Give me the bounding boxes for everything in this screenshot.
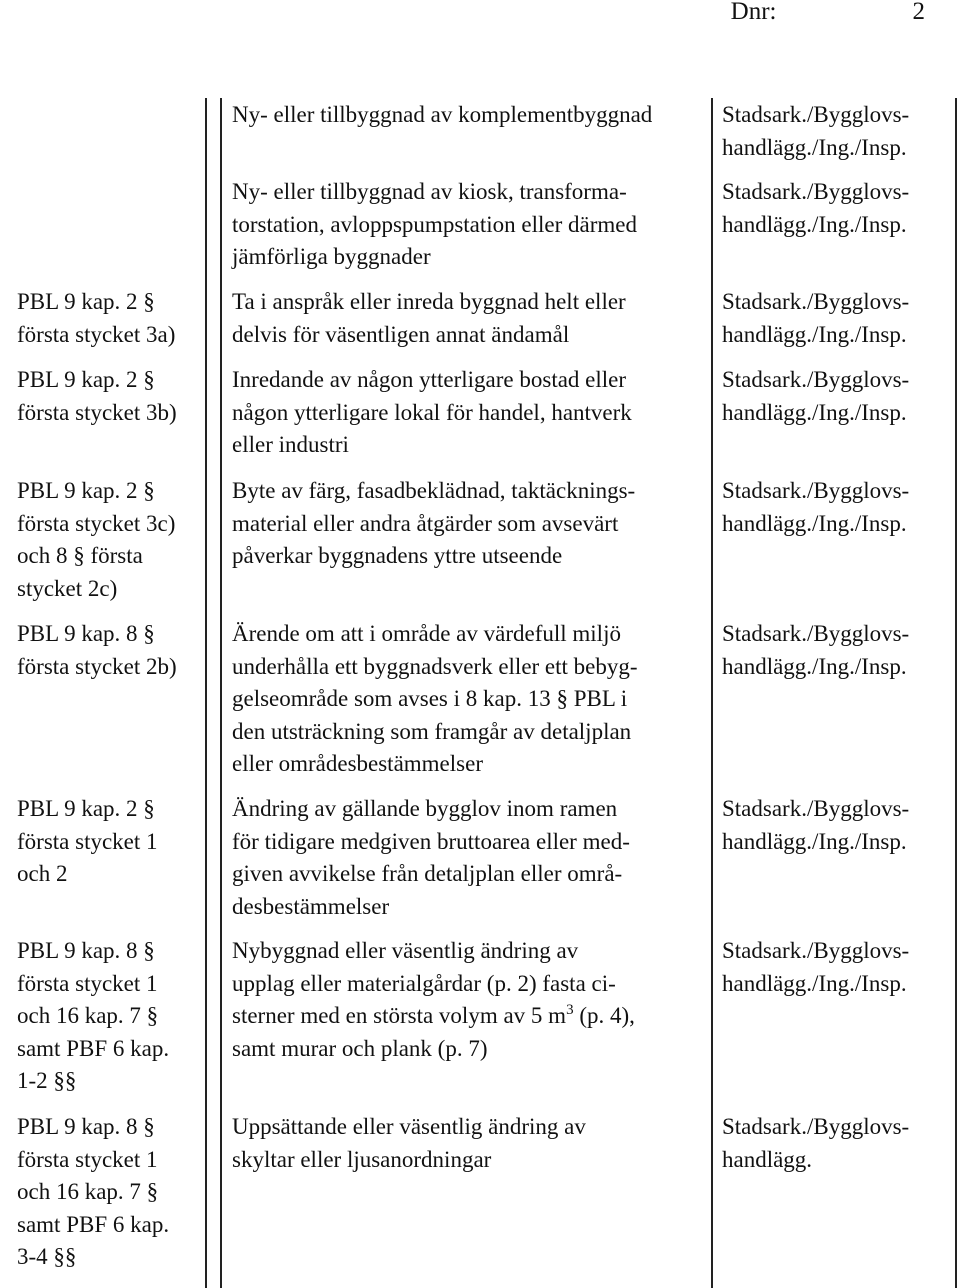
matter-description: Ta i anspråk eller inreda byggnad helt eller delvis för väsentligen annat ändamål <box>232 289 626 347</box>
delegate-role: Stadsark./Bygglovs- handlägg./Ing./Insp. <box>722 179 910 237</box>
page-header <box>731 0 925 30</box>
column-divider-middle <box>220 98 222 1288</box>
legal-reference: PBL 9 kap. 8 § första stycket 1 och 16 kap. 7 § samt PBF 6 kap. 3-4 §§ <box>17 1114 170 1269</box>
legal-reference: PBL 9 kap. 2 § första stycket 3b) <box>17 367 177 425</box>
matter-description: Ändring av gällande bygglov inom ramen för tidigare medgiven bruttoarea eller med- given avvikelse från detaljplan eller områ- desbestämmelser <box>232 796 630 919</box>
matter-description: Byte av färg, fasadbeklädnad, taktäcknings- material eller andra åtgärder som avsevärt påverkar byggnadens yttre utseende <box>232 478 636 568</box>
delegate-role: Stadsark./Bygglovs- handlägg./Ing./Insp. <box>722 938 910 996</box>
page-number: 2 <box>912 0 925 25</box>
delegate-role: Stadsark./Bygglovs- handlägg./Ing./Insp. <box>722 367 910 425</box>
superscript-exponent: 3 <box>566 1002 574 1018</box>
delegate-role: Stadsark./Bygglovs- handlägg./Ing./Insp. <box>722 621 910 679</box>
matter-description <box>232 935 712 1065</box>
matter-description-part: Nybyggnad eller väsentlig ändring av upplag eller materialgårdar (p. 2) fasta ci- sterner med en största volym av 5 m <box>232 938 616 1028</box>
matter-description: Uppsättande eller väsentlig ändring av skyltar eller ljusanordningar <box>232 1114 586 1172</box>
legal-reference: PBL 9 kap. 2 § första stycket 1 och 2 <box>17 796 158 886</box>
matter-description: Ärende om att i område av värdefull miljö underhålla ett byggnadsverk eller ett bebyg- gelseområde som avses i 8 kap. 13 § PBL i den utsträckning som framgår av detaljplan eller områdesbestämmelser <box>232 621 638 776</box>
delegate-role: Stadsark./Bygglovs- handlägg./Ing./Insp. <box>722 102 910 160</box>
legal-reference: PBL 9 kap. 2 § första stycket 3c) och 8 § första stycket 2c) <box>17 478 176 601</box>
column-divider-right-2 <box>955 98 957 1288</box>
dnr-label: Dnr: <box>730 0 777 25</box>
delegate-role: Stadsark./Bygglovs- handlägg./Ing./Insp. <box>722 796 910 854</box>
matter-description: Inredande av någon ytterligare bostad eller någon ytterligare lokal för handel, hantverk eller industri <box>232 367 632 457</box>
column-divider-left <box>205 98 207 1288</box>
delegate-role: Stadsark./Bygglovs- handlägg./Ing./Insp. <box>722 478 910 536</box>
legal-reference: PBL 9 kap. 2 § första stycket 3a) <box>17 289 176 347</box>
matter-description: Ny- eller tillbyggnad av kiosk, transforma- torstation, avloppspumpstation eller därmed jämförliga byggnader <box>232 179 637 269</box>
legal-reference: PBL 9 kap. 8 § första stycket 2b) <box>17 621 177 679</box>
delegate-role: Stadsark./Bygglovs- handlägg./Ing./Insp. <box>722 289 910 347</box>
delegate-role: Stadsark./Bygglovs- handlägg. <box>722 1114 910 1172</box>
legal-reference: PBL 9 kap. 8 § första stycket 1 och 16 kap. 7 § samt PBF 6 kap. 1-2 §§ <box>17 938 170 1093</box>
matter-description: Ny- eller tillbyggnad av komplementbyggnad <box>232 102 653 127</box>
matter-description-part: (p. 4), samt murar och plank (p. 7) <box>232 1003 635 1061</box>
